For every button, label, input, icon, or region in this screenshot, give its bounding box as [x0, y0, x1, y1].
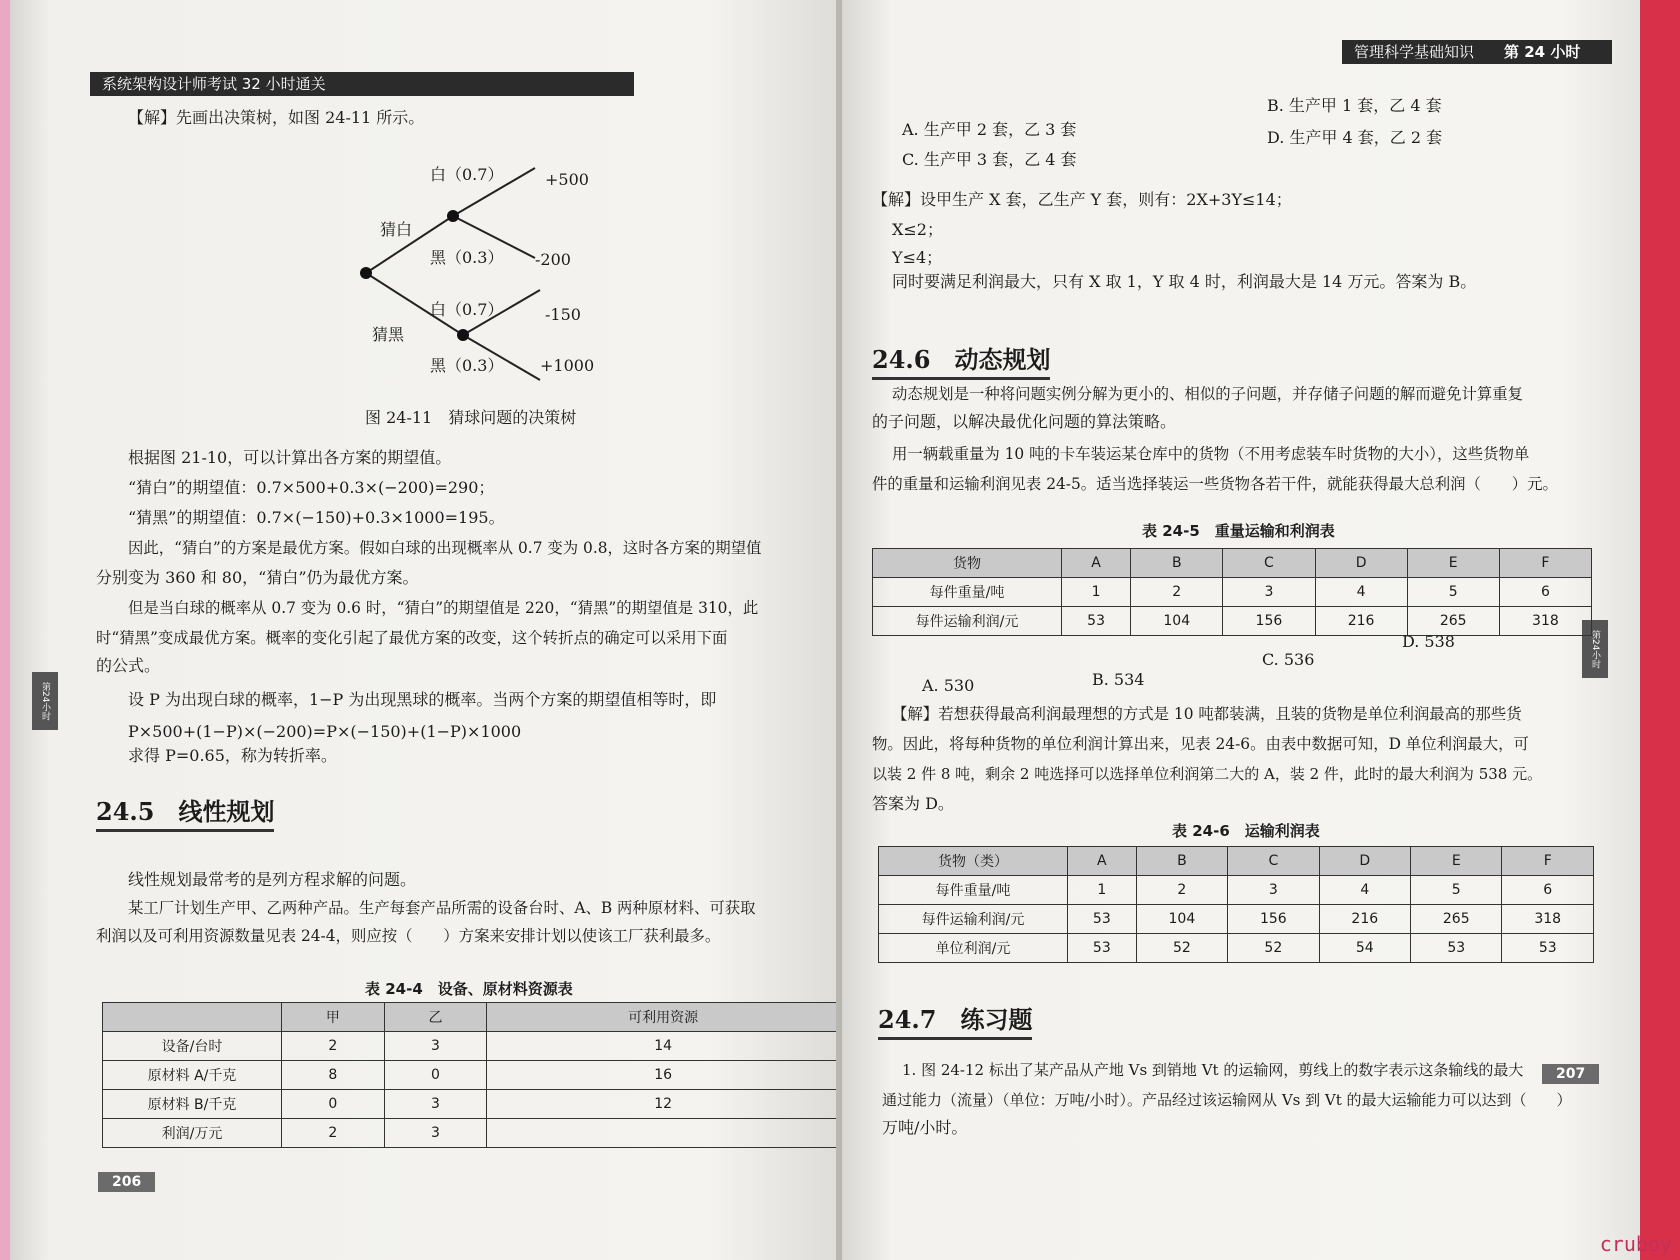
table-cell: 原材料 A/千克	[103, 1061, 282, 1090]
table-cell: 53	[1502, 934, 1594, 963]
table-cell: 2	[1136, 876, 1227, 905]
table-cell: 3	[384, 1090, 487, 1119]
table-row	[879, 876, 1594, 905]
table-cell: 每件重量/吨	[873, 578, 1062, 607]
table-cell: 265	[1407, 607, 1499, 636]
body-line: 分别变为 360 和 80，“猜白”仍为最优方案。	[96, 568, 419, 587]
table-header-cell: 甲	[282, 1003, 385, 1032]
table-cell: 1	[1068, 876, 1137, 905]
table-header-cell: 货物（类）	[879, 847, 1068, 876]
tree-branch-label: 黑（0.3）	[430, 248, 504, 267]
tree-branch-label: 白（0.7）	[430, 165, 504, 184]
choice-a: A. 530	[922, 676, 975, 695]
body-line: 件的重量和运输利润见表 24-5。适当选择装运一些货物各若干件，就能获得最大总利润（ ）元。	[872, 475, 1558, 493]
right-running-header-title: 管理科学基础知识	[1342, 40, 1492, 64]
body-line: 因此，“猜白”的方案是最优方案。假如白球的出现概率从 0.7 变为 0.8，这时各方案的期望值	[128, 539, 762, 557]
body-line: 设 P 为出现白球的概率，1−P 为出现黑球的概率。当两个方案的期望值相等时，即	[128, 690, 717, 709]
table-cell: 216	[1315, 607, 1407, 636]
table-cell: 318	[1499, 607, 1591, 636]
body-line: 某工厂计划生产甲、乙两种产品。生产每套产品所需的设备台时、A、B 两种原材料、可获取	[128, 899, 756, 917]
solution-intro: 【解】先画出决策树，如图 24-11 所示。	[128, 108, 425, 127]
table-cell: 3	[384, 1032, 487, 1061]
page-number-right: 207	[1542, 1064, 1599, 1084]
table-cell: 设备/台时	[103, 1032, 282, 1061]
table-cell: 1	[1062, 578, 1131, 607]
solution-line: 答案为 D。	[872, 794, 954, 813]
table-cell: 6	[1502, 876, 1594, 905]
table-header-cell: B	[1131, 549, 1223, 578]
table-cell: 0	[384, 1061, 487, 1090]
option-c: C. 生产甲 3 套，乙 4 套	[902, 150, 1077, 169]
watermark: cruboy	[1599, 1232, 1672, 1256]
chance-node-black	[457, 329, 469, 341]
table-cell: 104	[1131, 607, 1223, 636]
table-cell	[487, 1119, 840, 1148]
body-line: 求得 P=0.65，称为转折率。	[128, 746, 337, 765]
right-page	[842, 0, 1640, 1260]
table-header-cell: 货物	[873, 549, 1062, 578]
table-header-cell: F	[1499, 549, 1591, 578]
left-running-header: 系统架构设计师考试 32 小时通关	[90, 72, 634, 96]
table-header-cell: A	[1068, 847, 1137, 876]
solution-line: 【解】若想获得最高利润最理想的方式是 10 吨都装满，且装的货物是单位利润最高的那些货	[892, 705, 1522, 723]
table-cell: 5	[1411, 876, 1502, 905]
table-cell: 156	[1228, 905, 1319, 934]
table-cell: 104	[1136, 905, 1227, 934]
body-line: 的子问题，以解决最优化问题的算法策略。	[872, 412, 1177, 431]
table-header-cell: D	[1319, 847, 1410, 876]
table-cell: 53	[1068, 905, 1137, 934]
table-cell: 利润/万元	[103, 1119, 282, 1148]
table-cell: 每件重量/吨	[879, 876, 1068, 905]
table-cell: 6	[1499, 578, 1591, 607]
table-row	[103, 1090, 840, 1119]
table-cell: 单位利润/元	[879, 934, 1068, 963]
table-cell: 每件运输利润/元	[879, 905, 1068, 934]
table-header-cell: E	[1407, 549, 1499, 578]
tree-payoff: -150	[545, 305, 581, 324]
table-header-cell: C	[1228, 847, 1319, 876]
table-row	[873, 578, 1592, 607]
chance-node-white	[447, 210, 459, 222]
table-header-cell: E	[1411, 847, 1502, 876]
exercise-line: 万吨/小时。	[882, 1118, 968, 1137]
table-cell: 156	[1223, 607, 1315, 636]
open-book	[10, 0, 1640, 1260]
right-running-header-hour: 第 24 小时	[1492, 40, 1612, 64]
tree-payoff: +500	[545, 170, 589, 189]
section-heading-24-7: 24.7 练习题	[878, 1000, 1032, 1040]
resource-table	[102, 1002, 840, 1148]
table-cell: 53	[1411, 934, 1502, 963]
section-heading-24-6: 24.6 动态规划	[872, 340, 1050, 380]
table-cell: 0	[282, 1090, 385, 1119]
body-line: 但是当白球的概率从 0.7 变为 0.6 时，“猜白”的期望值是 220，“猜黑”的期望值是 310，此	[128, 599, 759, 617]
table-cell: 16	[487, 1061, 840, 1090]
table-cell: 318	[1502, 905, 1594, 934]
exercise-line: 通过能力（流量）（单位：万吨/小时）。产品经过该运输网从 Vs 到 Vt 的最大运输能力可以达到（ ）	[882, 1091, 1572, 1109]
table-header-row	[103, 1003, 840, 1032]
table-cell: 2	[1131, 578, 1223, 607]
tree-label-guess-black: 猜黑	[372, 325, 405, 344]
table-row	[879, 934, 1594, 963]
tree-payoff: +1000	[540, 356, 595, 375]
table-cell: 8	[282, 1061, 385, 1090]
unit-profit-table	[878, 846, 1594, 963]
table-cell: 4	[1319, 876, 1410, 905]
table-header-row	[873, 549, 1592, 578]
figure-caption: 图 24-11 猜球问题的决策树	[365, 408, 577, 427]
table-header-cell: D	[1315, 549, 1407, 578]
table-header-cell	[103, 1003, 282, 1032]
body-line: 线性规划最常考的是列方程求解的问题。	[128, 870, 417, 889]
tree-label-guess-white: 猜白	[380, 220, 413, 239]
solution-line: 物。因此，将每种货物的单位利润计算出来，见表 24-6。由表中数据可知，D 单位利润最大，可	[872, 735, 1529, 753]
table-row	[879, 905, 1594, 934]
table-cell: 14	[487, 1032, 840, 1061]
choice-b: B. 534	[1092, 670, 1145, 689]
table-caption: 表 24-5 重量运输和利润表	[1142, 522, 1335, 540]
table-caption: 表 24-4 设备、原材料资源表	[365, 980, 573, 998]
root-node	[360, 267, 372, 279]
table-cell: 原材料 B/千克	[103, 1090, 282, 1119]
table-cell: 53	[1062, 607, 1131, 636]
answer-line: Y≤4；	[892, 248, 943, 267]
table-cell: 216	[1319, 905, 1410, 934]
table-row	[103, 1032, 840, 1061]
table-cell: 52	[1136, 934, 1227, 963]
solution-line: 以装 2 件 8 吨，剩余 2 吨选择可以选择单位利润第二大的 A，装 2 件，此时的最大利润为 538 元。	[872, 765, 1543, 783]
table-header-cell: 乙	[384, 1003, 487, 1032]
body-line: 用一辆载重量为 10 吨的卡车装运某仓库中的货物（不用考虑装车时货物的大小），这些货物单	[892, 445, 1530, 463]
body-line: “猜白”的期望值：0.7×500+0.3×(−200)=290；	[128, 478, 495, 497]
table-cell: 2	[282, 1119, 385, 1148]
table-row	[103, 1061, 840, 1090]
table-row	[103, 1119, 840, 1148]
table-header-row	[879, 847, 1594, 876]
table-cell: 2	[282, 1032, 385, 1061]
tree-payoff: -200	[535, 250, 571, 269]
table-cell: 53	[1068, 934, 1137, 963]
table-header-cell: B	[1136, 847, 1227, 876]
table-cell: 3	[1228, 876, 1319, 905]
table-cell: 52	[1228, 934, 1319, 963]
table-cell: 每件运输利润/元	[873, 607, 1062, 636]
formula-line: P×500+(1−P)×(−200)=P×(−150)+(1−P)×1000	[128, 722, 522, 741]
table-header-cell: A	[1062, 549, 1131, 578]
body-line: 时“猜黑”变成最优方案。概率的变化引起了最优方案的改变，这个转折点的确定可以采用下面	[96, 629, 728, 647]
answer-line: X≤2；	[892, 220, 943, 239]
section-heading-24-5: 24.5 线性规划	[96, 792, 274, 832]
weight-profit-table	[872, 548, 1592, 636]
option-b: B. 生产甲 1 套，乙 4 套	[1267, 96, 1442, 115]
table-cell: 5	[1407, 578, 1499, 607]
exercise-line: 1. 图 24-12 标出了某产品从产地 Vs 到销地 Vt 的运输网，剪线上的数字表示这条输线的最大	[902, 1061, 1524, 1079]
table-cell: 4	[1315, 578, 1407, 607]
body-line: 动态规划是一种将问题实例分解为更小的、相似的子问题，并存储子问题的解而避免计算重复	[892, 385, 1524, 403]
answer-line: 【解】设甲生产 X 套，乙生产 Y 套，则有：2X+3Y≤14；	[872, 190, 1292, 209]
table-row	[873, 607, 1592, 636]
table-cell: 3	[384, 1119, 487, 1148]
body-line: 利润以及可利用资源数量见表 24-4，则应按（ ）方案来安排计划以使该工厂获利最多。	[96, 927, 721, 945]
tree-branch-label: 黑（0.3）	[430, 356, 504, 375]
table-header-cell: F	[1502, 847, 1594, 876]
left-page	[10, 0, 840, 1260]
table-header-cell: 可利用资源	[487, 1003, 840, 1032]
page-number-left: 206	[98, 1172, 155, 1192]
body-line: 根据图 21-10，可以计算出各方案的期望值。	[128, 448, 452, 467]
table-cell: 12	[487, 1090, 840, 1119]
table-header-cell: C	[1223, 549, 1315, 578]
table-cell: 54	[1319, 934, 1410, 963]
left-side-tab: 第24小时	[32, 672, 58, 730]
choice-d: D. 538	[1402, 632, 1455, 651]
body-line: 的公式。	[96, 656, 161, 675]
option-a: A. 生产甲 2 套，乙 3 套	[902, 120, 1077, 139]
body-line: “猜黑”的期望值：0.7×(−150)+0.3×1000=195。	[128, 508, 505, 527]
choice-c: C. 536	[1262, 650, 1315, 669]
table-caption: 表 24-6 运输利润表	[1172, 822, 1320, 840]
table-cell: 265	[1411, 905, 1502, 934]
answer-line: 同时要满足利润最大，只有 X 取 1，Y 取 4 时，利润最大是 14 万元。答案为 B。	[892, 272, 1477, 291]
option-d: D. 生产甲 4 套，乙 2 套	[1267, 128, 1443, 147]
tree-branch-label: 白（0.7）	[430, 300, 504, 319]
right-side-tab: 第24小时	[1582, 620, 1608, 678]
table-cell: 3	[1223, 578, 1315, 607]
